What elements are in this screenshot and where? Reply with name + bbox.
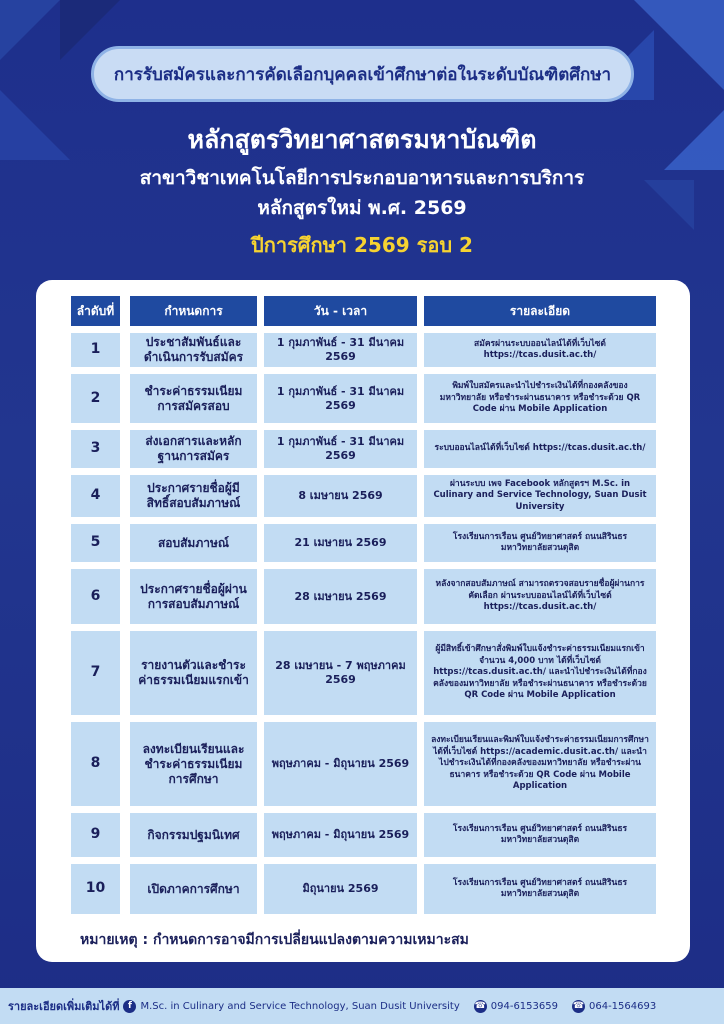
row-no: 3	[71, 430, 120, 468]
row-date: พฤษภาคม - มิถุนายน 2569	[264, 813, 417, 857]
row-detail: โรงเรียนการเรือน ศูนย์วิทยาศาสตร์ ถนนสิรินธร มหาวิทยาลัยสวนดุสิต	[424, 864, 656, 914]
row-detail: ผ่านระบบ เพจ Facebook หลักสูตรฯ M.Sc. in Culinary and Service Technology, Suan Dusit University	[424, 475, 656, 517]
row-no: 5	[71, 524, 120, 562]
row-detail: ผู้มีสิทธิ์เข้าศึกษาสั่งพิมพ์ใบแจ้งชำระค่าธรรมเนียมแรกเข้า จำนวน 4,000 บาท ได้ที่เว็บไซต์ https://tcas.dusit.ac.th/ และนำไปชำระเงินได้ที่กองคลังของมหาวิทยาลัย หรือชำระผ่านธนาคาร หรือชำระด้วย QR Code ผ่าน Mobile Application	[424, 631, 656, 715]
decor-triangle	[0, 0, 60, 60]
academic-year-title: ปีการศึกษา 2569 รอบ 2	[251, 233, 473, 257]
header-date: วัน - เวลา	[264, 296, 417, 326]
row-item: กิจกรรมปฐมนิเทศ	[130, 813, 257, 857]
decor-triangle	[634, 0, 724, 90]
header-no: ลำดับที่	[71, 296, 120, 326]
header-item: กำหนดการ	[130, 296, 257, 326]
note-text: หมายเหตุ : กำหนดการอาจมีการเปลี่ยนแปลงตามความเหมาะสม	[80, 932, 469, 948]
row-detail: พิมพ์ใบสมัครและนำไปชำระเงินได้ที่กองคลังของมหาวิทยาลัย หรือชำระผ่านธนาคาร หรือชำระด้วย QR Code ผ่าน Mobile Application	[424, 374, 656, 423]
curriculum-title: หลักสูตรใหม่ พ.ศ. 2569	[257, 197, 467, 219]
header-detail: รายละเอียด	[424, 296, 656, 326]
row-item: รายงานตัวและชำระค่าธรรมเนียมแรกเข้า	[130, 631, 257, 715]
row-date: 1 กุมภาพันธ์ - 31 มีนาคม 2569	[264, 333, 417, 367]
row-item: ประชาสัมพันธ์และดำเนินการรับสมัคร	[130, 333, 257, 367]
row-date: 1 กุมภาพันธ์ - 31 มีนาคม 2569	[264, 374, 417, 423]
row-date: 8 เมษายน 2569	[264, 475, 417, 517]
facebook-link[interactable]: M.Sc. in Culinary and Service Technology, Suan Dusit University	[140, 1000, 460, 1012]
row-item: ประกาศรายชื่อผู้ผ่านการสอบสัมภาษณ์	[130, 569, 257, 624]
footer-label: รายละเอียดเพิ่มเติมได้ที่	[8, 1000, 120, 1013]
row-detail: โรงเรียนการเรือน ศูนย์วิทยาศาสตร์ ถนนสิรินธร มหาวิทยาลัยสวนดุสิต	[424, 524, 656, 562]
row-item: เปิดภาคการศึกษา	[130, 864, 257, 914]
phone-number-1[interactable]: 094-6153659	[490, 1000, 558, 1012]
schedule-card	[36, 280, 690, 962]
row-detail: ระบบออนไลน์ได้ที่เว็บไซต์ https://tcas.dusit.ac.th/	[424, 430, 656, 468]
row-item: สอบสัมภาษณ์	[130, 524, 257, 562]
top-banner: การรับสมัครและการคัดเลือกบุคคลเข้าศึกษาต่อในระดับบัณฑิตศึกษา	[91, 46, 634, 102]
facebook-icon[interactable]: f	[123, 1000, 136, 1013]
row-no: 1	[71, 333, 120, 367]
row-detail: หลังจากสอบสัมภาษณ์ สามารถตรวจสอบรายชื่อผู้ผ่านการคัดเลือก ผ่านระบบออนไลน์ได้ที่เว็บไซต์ https://tcas.dusit.ac.th/	[424, 569, 656, 624]
row-no: 4	[71, 475, 120, 517]
row-no: 6	[71, 569, 120, 624]
row-item: ส่งเอกสารและหลักฐานการสมัคร	[130, 430, 257, 468]
row-detail: ลงทะเบียนเรียนและพิมพ์ใบแจ้งชำระค่าธรรมเนียมการศึกษา ได้ที่เว็บไซต์ https://academic.dusit.ac.th/ และนำไปชำระเงินได้ที่กองคลังของมหาวิทยาลัย หรือชำระผ่านธนาคาร หรือชำระด้วย QR Code ผ่าน Mobile Application	[424, 722, 656, 806]
phone-icon: ☎	[474, 1001, 486, 1011]
row-date: 28 เมษายน - 7 พฤษภาคม 2569	[264, 631, 417, 715]
row-item: ชำระค่าธรรมเนียมการสมัครสอบ	[130, 374, 257, 423]
row-no: 9	[71, 813, 120, 857]
row-no: 2	[71, 374, 120, 423]
row-item: ลงทะเบียนเรียนและชำระค่าธรรมเนียมการศึกษา	[130, 722, 257, 806]
row-date: พฤษภาคม - มิถุนายน 2569	[264, 722, 417, 806]
row-no: 7	[71, 631, 120, 715]
row-detail: โรงเรียนการเรือน ศูนย์วิทยาศาสตร์ ถนนสิรินธร มหาวิทยาลัยสวนดุสิต	[424, 813, 656, 857]
major-title: สาขาวิชาเทคโนโลยีการประกอบอาหารและการบริการ	[139, 167, 585, 189]
row-detail: สมัครผ่านระบบออนไลน์ได้ที่เว็บไซต์ https://tcas.dusit.ac.th/	[424, 333, 656, 367]
row-date: 28 เมษายน 2569	[264, 569, 417, 624]
phone-icon: ☎	[572, 1001, 585, 1011]
row-item: ประกาศรายชื่อผู้มีสิทธิ์สอบสัมภาษณ์	[130, 475, 257, 517]
program-title: หลักสูตรวิทยาศาสตรมหาบัณฑิต	[187, 125, 537, 154]
row-no: 10	[71, 864, 120, 914]
phone-number-2[interactable]: 064-1564693	[588, 1000, 657, 1012]
row-date: 21 เมษายน 2569	[264, 524, 417, 562]
row-date: 1 กุมภาพันธ์ - 31 มีนาคม 2569	[264, 430, 417, 468]
footer-bar	[0, 988, 724, 1024]
row-date: มิถุนายน 2569	[264, 864, 417, 914]
row-no: 8	[71, 722, 120, 806]
